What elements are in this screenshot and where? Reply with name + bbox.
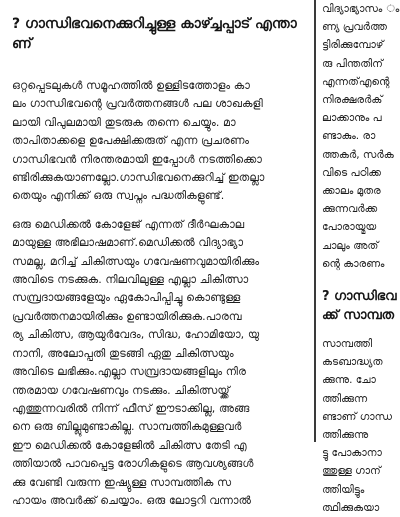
text-line: ത്തുള്ള ഗാന് [322, 465, 381, 478]
text-line: ത്ഥിക്കുകയാ [322, 501, 380, 514]
spacer [322, 273, 400, 287]
text-line: അവിടെ ലഭിക്കും.എല്ലാ സമ്പ്രദായങ്ങളിലും നിര [12, 365, 247, 379]
text-line: പോരായ്മയ [322, 221, 377, 234]
text-line: ത്തിക്കുന്നു [322, 429, 369, 442]
text-line: ന്തരമായ ഗവേഷണവും നടക്കും. ചികിത്സയ്ക്ക് [12, 383, 230, 397]
text-line: ണ്ടിരിക്കുകയാണല്ലോ.ഗാന്ധിഭവനെക്കുറിച്ച് ഇതല്ലാ [12, 171, 265, 185]
heading-line: ? ഗാന്ധിഭവ [322, 289, 397, 305]
text-line: നാനി, അലോപ്പതി തുടങ്ങി ഏതു ചികിത്സയും [12, 346, 234, 360]
text-line: ട്ടിരിക്കുമ്പോഴ് [322, 39, 384, 52]
text-line: ഈ മെഡിക്കൽ കോളേജിൽ ചികിത്സ തേടി എ [12, 438, 247, 452]
text-line: ഹായം അവർക്ക് ചെയ്യാം. ഒരു ലോട്ടറി വന്നാൽ [12, 493, 251, 507]
text-line: ലാക്കാനും പ [322, 112, 382, 125]
text-line: വിദ്യാഭ്യാസം ം [322, 3, 400, 15]
text-line: പ്രവർത്തനമായിരിക്കും ഉണ്ടായിരിക്കുക.പാരമ്പ [12, 309, 242, 323]
heading-line: ക്ക് സാമ്പത [322, 308, 395, 324]
text-line: ക്കുന്നവർക്ക [322, 203, 378, 216]
text-line: എത്തുന്നവരിൽ നിന്ന് ഫീസ് ഈടാക്കില്ല, അങ്ങ [12, 401, 250, 415]
text-line: ന്റെ കാരണം [322, 257, 385, 270]
text-line: ണ്യ പ്രവർത്ത [322, 21, 387, 34]
text-line: ചാലും അത് [322, 239, 379, 252]
text-line: സമല്ല, മറിച്ച് ചികിത്സയും ഗവേഷണവുമായിരിക്കും [12, 254, 260, 268]
text-line: കടബാദ്ധ്യത [322, 356, 383, 369]
text-line: ത്തിയിട്ടും [322, 483, 365, 496]
text-line: ക്കു വേണ്ടി വരുന്ന ഇഷ്യുള്ള സാമ്പത്തിക സ [12, 475, 232, 489]
text-line: എന്നത്എന്റെ [322, 75, 390, 88]
answer-paragraph-2 [12, 216, 308, 511]
text-line: വിടെ പഠിക്ക [322, 166, 381, 179]
text-line: ലായി വിപുലമായി തുടരുക തന്നെ ചെയ്യും. മാ [12, 115, 236, 129]
text-line: ണ്ടാകും. രാ [322, 130, 376, 143]
text-line: ത്തിക്കുന്ന [322, 392, 368, 405]
text-line: നിരക്ഷരർക് [322, 94, 383, 107]
answer-paragraph-1 [12, 77, 308, 206]
text-line: ഒരു മെഡിക്കൽ കോളേജ് എന്നത് ദീർഘകാല [12, 217, 245, 231]
text-line: രു പിന്തതിന് [322, 57, 383, 70]
adjacent-question-heading [322, 287, 400, 325]
text-line: ഗാന്ധിഭവൻ നിരന്തരമായി ഇപ്പോൾ നടത്തിക്കൊ [12, 152, 262, 166]
text-line: ഒറ്റപ്പെടലുകൾ സമൂഹത്തിൽ ഉള്ളിടത്തോളം കാ [12, 79, 250, 92]
text-line: സമ്പ്രദായങ്ങളേയും ഏകോപിപ്പിച്ചു കൊണ്ടുള്ള [12, 291, 241, 305]
heading-line: ? ഗാന്ധിഭവനെക്കുറിച്ചുള്ള കാഴ്ച്ചപ്പാട് എന്താ [12, 16, 297, 32]
text-line: സാമ്പത്തി [322, 338, 373, 351]
text-line: അവിടെ നടക്കുക. നിലവിലുള്ള എല്ലാ ചികിത്സാ [12, 273, 249, 287]
text-line: ക്കുന്നു. ചോ [322, 374, 376, 387]
text-line: താപിതാക്കളെ ഉപേക്ഷിക്കരുത് എന്ന പ്രചരണം [12, 134, 250, 148]
text-line: ത്തകർ, സർക [322, 148, 394, 161]
text-line: നെ ഒരു ബില്ലുമുണ്ടാകില്ല. സാമ്പത്തികമുള്ളവർ [12, 420, 242, 434]
text-line: തെയും എനിക്ക് ഒരു സ്വപ്നം പദ്ധതികളുണ്ട്. [12, 189, 225, 203]
heading-line: ണ് [12, 36, 32, 52]
text-line: ലം ഗാന്ധിഭവന്റെ പ്രവർത്തനങ്ങൾ പല ശാഖകളി [12, 97, 263, 111]
column-divider [314, 0, 316, 442]
adjacent-column [322, 0, 400, 517]
text-line: ത്തിയാൽ പാവപ്പെട്ട രോഗികളുടെ ആവശ്യങ്ങൾ [12, 457, 254, 471]
article-column [12, 14, 308, 510]
text-line: ര്യ ചികിത്സ, ആയുർവേദം, സിദ്ധ, ഹോമിയോ, യു [12, 328, 260, 342]
question-heading [12, 14, 308, 54]
text-line: ട്ടു പോകാനാ [322, 447, 382, 460]
text-line: ണ്ടാണ് ഗാന്ധ [322, 410, 392, 423]
text-line: മായുള്ള അഭിലാഷമാണ്.മെഡിക്കൽ വിദ്യാഭ്യാ [12, 236, 244, 250]
text-line: ക്കാലം മുതര [322, 185, 381, 198]
